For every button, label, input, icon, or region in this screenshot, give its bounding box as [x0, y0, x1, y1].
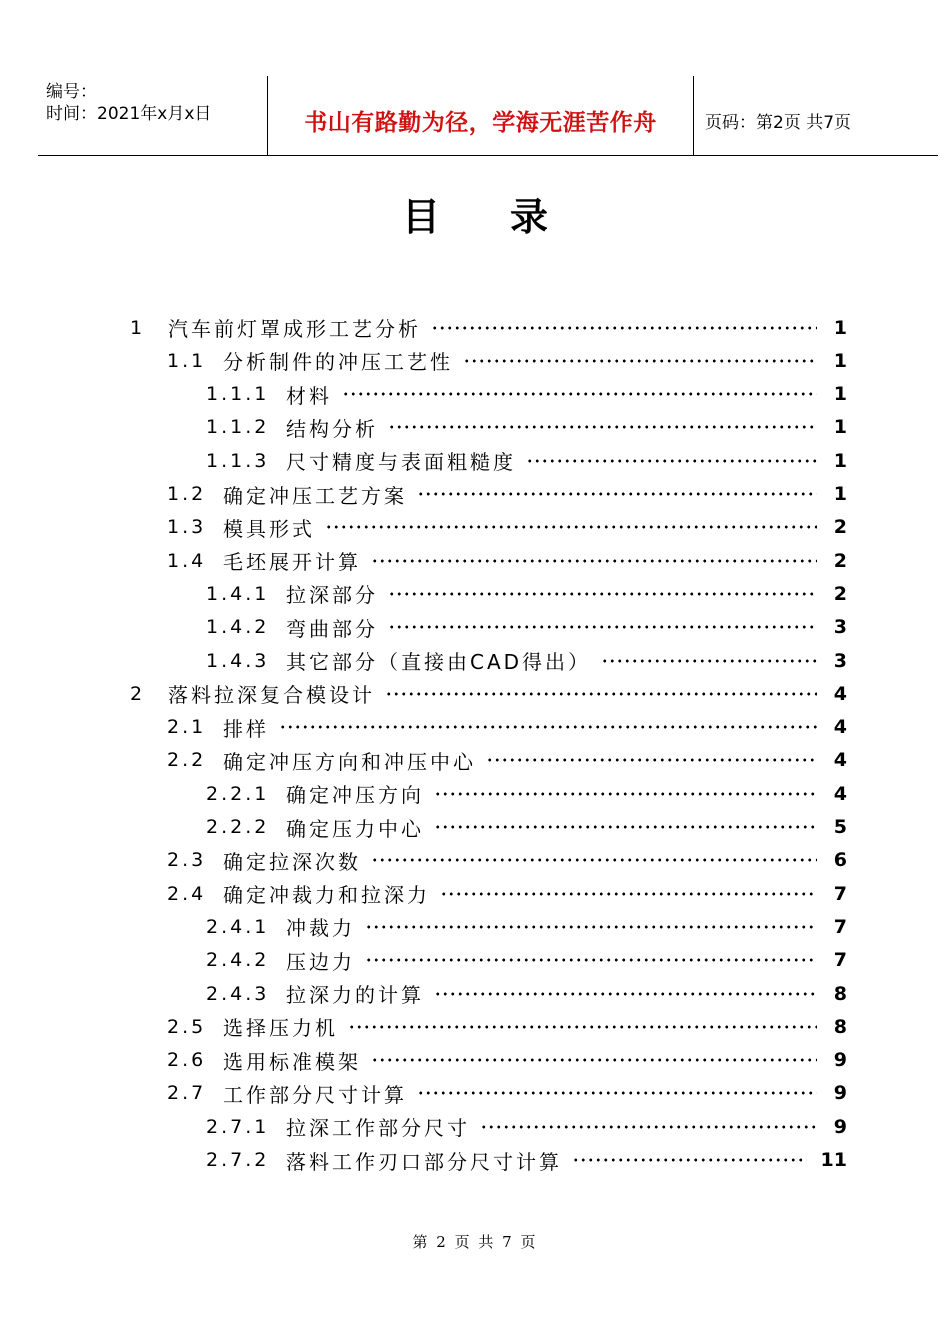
toc-entry-title: 选用标准模架: [223, 1049, 361, 1074]
toc-entry-title: 其它部分（直接由CAD得出）: [286, 650, 592, 674]
toc-entry-title: 材料: [286, 383, 332, 408]
toc-entry-number: 2.1: [167, 716, 207, 739]
toc-leader-dots: [388, 591, 817, 597]
toc-entry[interactable]: [206, 378, 847, 411]
serial-label: 编号：: [46, 82, 97, 102]
toc-leader-dots: [434, 791, 817, 797]
toc-entry[interactable]: [130, 311, 847, 344]
toc-entry[interactable]: [206, 1144, 847, 1177]
toc-entry-page: 4: [833, 782, 847, 805]
doc-title: 目录: [401, 194, 618, 239]
toc-entry-page: 1: [833, 316, 847, 339]
toc-leader-dots: [463, 358, 817, 364]
toc-entry-title: 落料拉深复合模设计: [168, 683, 375, 708]
toc-entry-page: 4: [833, 716, 847, 739]
header-motto-cell: [267, 76, 694, 155]
toc-entry-number: 2.6: [167, 1049, 207, 1072]
page-header: [38, 76, 938, 156]
toc-leader-dots: [417, 1090, 817, 1096]
toc-leader-dots: [601, 658, 817, 664]
toc-entry-title: 工作部分尺寸计算: [223, 1082, 407, 1107]
toc-entry-title: 汽车前灯罩成形工艺分析: [168, 317, 421, 341]
toc-leader-dots: [486, 757, 817, 763]
toc-leader-dots: [431, 325, 817, 331]
toc-entry-title: 毛坯展开计算: [223, 550, 361, 575]
toc-entry-title: 尺寸精度与表面粗糙度: [286, 450, 516, 475]
toc-leader-dots: [365, 957, 817, 963]
toc-leader-dots: [371, 558, 817, 564]
toc-entry-number: 2.2.2: [206, 816, 270, 838]
toc-entry-page: 3: [833, 616, 847, 639]
toc-entry[interactable]: [206, 577, 847, 610]
toc-entry-page: 9: [833, 1115, 847, 1138]
toc-entry-title: 确定冲压方向: [286, 783, 424, 808]
toc-entry[interactable]: [167, 1010, 847, 1043]
toc-entry-number: 1.1: [167, 349, 207, 372]
toc-entry[interactable]: [206, 910, 847, 943]
toc-leader-dots: [572, 1157, 807, 1163]
toc-entry[interactable]: [206, 811, 847, 844]
toc-entry[interactable]: [130, 677, 847, 710]
toc-leader-dots: [279, 724, 817, 730]
toc-entry-title: 确定压力中心: [286, 816, 424, 841]
toc-entry-number: 2.7: [167, 1082, 207, 1105]
toc-entry[interactable]: [167, 1044, 847, 1077]
toc-entry[interactable]: [167, 511, 847, 544]
toc-leader-dots: [342, 391, 817, 397]
toc-entry-page: 2: [833, 549, 847, 572]
toc-leader-dots: [385, 691, 817, 697]
toc-entry-title: 排样: [223, 716, 269, 741]
toc-leader-dots: [365, 924, 817, 930]
toc-entry-page: 8: [833, 982, 847, 1005]
toc-entry[interactable]: [206, 444, 847, 477]
toc-entry[interactable]: [206, 411, 847, 444]
toc-entry-title: 结构分析: [286, 416, 378, 441]
toc-leader-dots: [417, 491, 817, 497]
toc-entry-number: 1.4.3: [206, 649, 270, 672]
toc-entry-number: 2.7.2: [206, 1149, 270, 1171]
toc-leader-dots: [526, 458, 817, 464]
toc-entry-number: 2.2.1: [206, 782, 270, 805]
toc-entry[interactable]: [206, 611, 847, 644]
toc-entry-page: 11: [820, 1149, 847, 1171]
toc-entry-number: 1.4.1: [206, 582, 270, 605]
toc-entry-title: 确定冲裁力和拉深力: [223, 883, 430, 908]
toc-entry[interactable]: [167, 544, 847, 577]
toc-entry-number: 1.3: [167, 516, 207, 539]
toc-entry-title: 压边力: [286, 949, 355, 974]
toc-entry-title: 拉深工作部分尺寸: [286, 1116, 470, 1141]
toc-entry-number: 1.4.2: [206, 616, 270, 639]
toc-entry-number: 1.2: [167, 483, 207, 505]
toc-entry-title: 模具形式: [223, 516, 315, 541]
toc-entry-page: 8: [833, 1015, 847, 1038]
toc-entry-number: 2.7.1: [206, 1115, 270, 1138]
toc-leader-dots: [434, 824, 817, 830]
toc-entry-title: 弯曲部分: [286, 616, 378, 641]
toc-leader-dots: [480, 1124, 817, 1130]
toc-leader-dots: [434, 991, 817, 997]
toc-entry-title: 选择压力机: [223, 1016, 338, 1041]
toc-entry[interactable]: [167, 344, 847, 377]
toc-entry[interactable]: [206, 644, 847, 677]
motto: 书山有路勤为径，学海无涯苦作舟: [304, 109, 657, 136]
toc-entry-page: 9: [833, 1049, 847, 1072]
toc-leader-dots: [388, 624, 817, 630]
toc-entry[interactable]: [167, 1077, 847, 1110]
toc-entry-number: 2.5: [167, 1015, 207, 1038]
toc-entry[interactable]: [206, 944, 847, 977]
header-meta-cell: [38, 76, 266, 155]
toc-entry[interactable]: [167, 744, 847, 777]
toc-entry-title: 确定拉深次数: [223, 849, 361, 874]
toc-leader-dots: [371, 1057, 817, 1063]
toc-entry-number: 2.4.1: [206, 915, 270, 938]
toc-leader-dots: [371, 857, 817, 863]
toc-entry[interactable]: [167, 711, 847, 744]
toc-leader-dots: [325, 524, 817, 530]
toc-entry-page: 3: [833, 649, 847, 672]
toc-leader-dots: [440, 891, 817, 897]
toc-entry-title: 确定冲压方向和冲压中心: [223, 749, 476, 774]
toc-entry-page: 2: [833, 582, 847, 605]
toc-entry-number: 1: [130, 316, 146, 339]
toc-entry-page: 5: [833, 816, 847, 838]
toc-entry-number: 1.1.1: [206, 383, 270, 406]
page-info: 页码：第2页 共7页: [705, 113, 852, 133]
toc-entry-number: 2.4.3: [206, 982, 270, 1005]
toc-entry-number: 1.1.2: [206, 416, 270, 439]
toc-entry-title: 冲裁力: [286, 916, 355, 941]
toc-entry-number: 1.1.3: [206, 449, 270, 472]
page-footer: 第 2 页 共 7 页: [412, 1233, 538, 1251]
toc-entry-number: 2.4.2: [206, 949, 270, 972]
toc-entry[interactable]: [167, 478, 847, 511]
toc-entry-title: 确定冲压工艺方案: [223, 483, 407, 508]
toc-entry-page: 4: [833, 749, 847, 772]
toc-entry-page: 7: [833, 915, 847, 938]
toc-entry-page: 4: [833, 682, 847, 705]
toc-entry-page: 2: [833, 516, 847, 539]
toc-entry-page: 7: [833, 882, 847, 905]
toc-entry-title: 分析制件的冲压工艺性: [223, 350, 453, 375]
toc-entry[interactable]: [206, 1110, 847, 1143]
toc-entry-page: 7: [833, 949, 847, 972]
toc-entry-number: 1.4: [167, 549, 207, 572]
toc-entry-number: 2.4: [167, 882, 207, 905]
toc-entry[interactable]: [206, 977, 847, 1010]
toc-entry-page: 1: [833, 383, 847, 406]
toc-entry-title: 落料工作刃口部分尺寸计算: [286, 1149, 562, 1174]
header-page-cell: [693, 76, 938, 155]
toc-entry-title: 拉深部分: [286, 583, 378, 608]
toc-entry[interactable]: [206, 777, 847, 810]
toc-entry-page: 1: [833, 483, 847, 505]
toc-entry-page: 1: [833, 349, 847, 372]
toc-entry-page: 1: [833, 416, 847, 439]
toc-entry-title: 拉深力的计算: [286, 983, 424, 1007]
time-label: 时间：2021年x月x日: [46, 104, 212, 124]
toc-entry-page: 6: [833, 849, 847, 872]
toc-entry-number: 2.2: [167, 749, 207, 772]
toc-entry-page: 9: [833, 1082, 847, 1105]
toc-entry-page: 1: [833, 449, 847, 472]
toc-entry-number: 2.3: [167, 849, 207, 872]
toc-leader-dots: [348, 1024, 817, 1030]
toc-leader-dots: [388, 424, 817, 430]
toc-entry[interactable]: [167, 844, 847, 877]
toc-entry-number: 2: [130, 682, 146, 705]
toc-entry[interactable]: [167, 877, 847, 910]
